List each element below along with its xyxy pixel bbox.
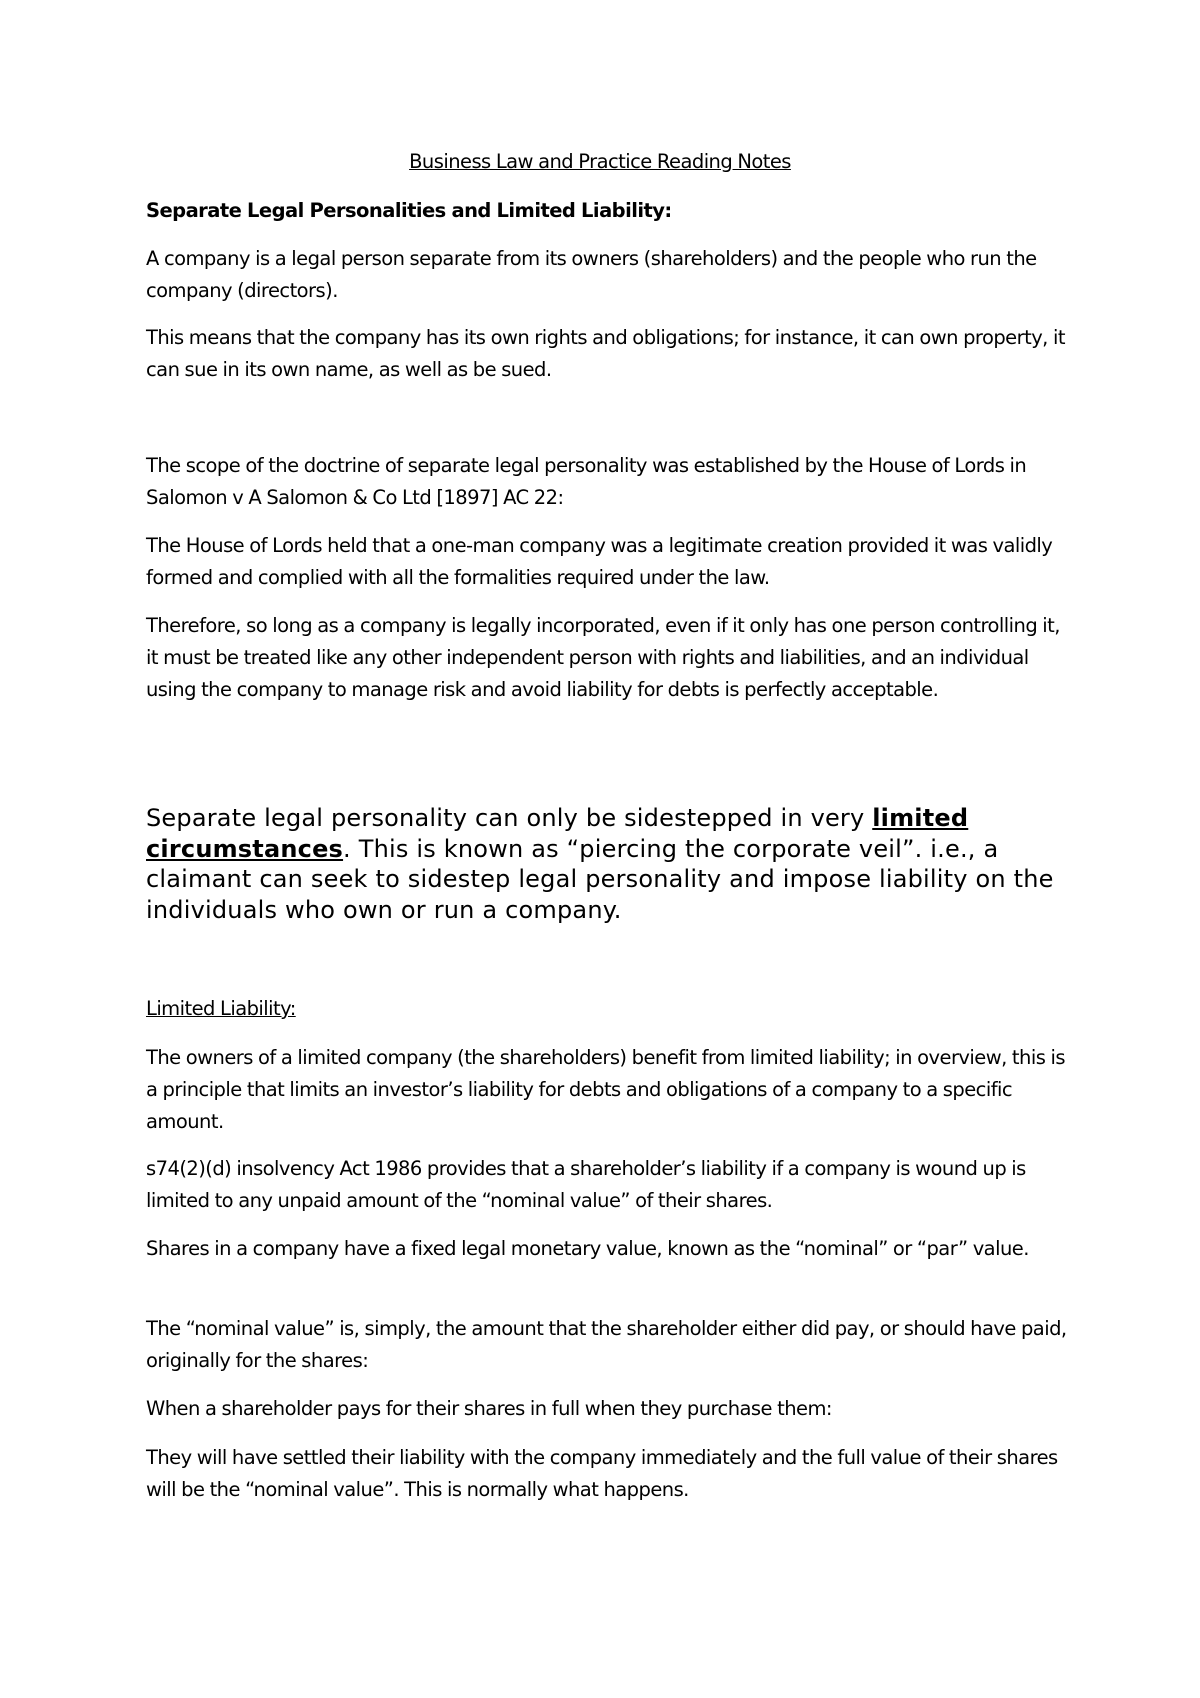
- paragraph-legal-person: A company is a legal person separate from its owners (shareholders) and the people who run the company (directors).: [146, 247, 1037, 302]
- paragraph-nominal-par-value: Shares in a company have a fixed legal monetary value, known as the “nominal” or “par” value.: [146, 1237, 1029, 1260]
- paragraph-house-of-lords-held: The House of Lords held that a one-man company was a legitimate creation provided it was validly formed and complied with all the formalities required under the law.: [146, 534, 1053, 589]
- paragraph-rights-obligations: This means that the company has its own rights and obligations; for instance, it can own property, it can sue in its own name, as well as be sued.: [146, 326, 1065, 381]
- limited-circumstances-emphasis: limited circumstances: [146, 804, 969, 863]
- paragraph-insolvency-act: s74(2)(d) insolvency Act 1986 provides that a shareholder’s liability if a company is wound up is limited to any unpaid amount of the “nominal value” of their shares.: [146, 1157, 1026, 1212]
- paragraph-legally-incorporated: Therefore, so long as a company is legally incorporated, even if it only has one person controlling it, it must be treated like any other independent person with rights and liabilities, and an individual using the company to manage risk and avoid liability for debts is perfectly acceptable.: [146, 614, 1060, 701]
- paragraph-settled-liability: They will have settled their liability with the company immediately and the full value of their shares will be the “nominal value”. This is normally what happens.: [146, 1446, 1058, 1501]
- document-title: Business Law and Practice Reading Notes: [409, 150, 791, 173]
- section-heading-separate-legal-personality: Separate Legal Personalities and Limited Liability:: [146, 199, 672, 222]
- paragraph-owners-limited-liability: The owners of a limited company (the shareholders) benefit from limited liability; in overview, this is a principle that limits an investor’s liability for debts and obligations of a company to a specific amount.: [146, 1046, 1065, 1133]
- paragraph-pays-in-full: When a shareholder pays for their shares in full when they purchase them:: [146, 1397, 832, 1420]
- paragraph-salomon-case: The scope of the doctrine of separate legal personality was established by the House of Lords in Salomon v A Salomon & Co Ltd [1897] AC 22:: [146, 454, 1027, 509]
- paragraph-nominal-value-definition: The “nominal value” is, simply, the amount that the shareholder either did pay, or should have paid, originally for the shares:: [146, 1317, 1067, 1372]
- piercing-veil-text-end: . This is known as “piercing the corporate veil”. i.e., a claimant can seek to sidestep legal personality and impose liability on the individuals who own or run a company.: [146, 834, 1054, 924]
- section-heading-limited-liability: Limited Liability:: [146, 997, 296, 1020]
- piercing-veil-text-start: Separate legal personality can only be sidestepped in very: [146, 804, 873, 832]
- paragraph-piercing-corporate-veil: [146, 803, 1086, 925]
